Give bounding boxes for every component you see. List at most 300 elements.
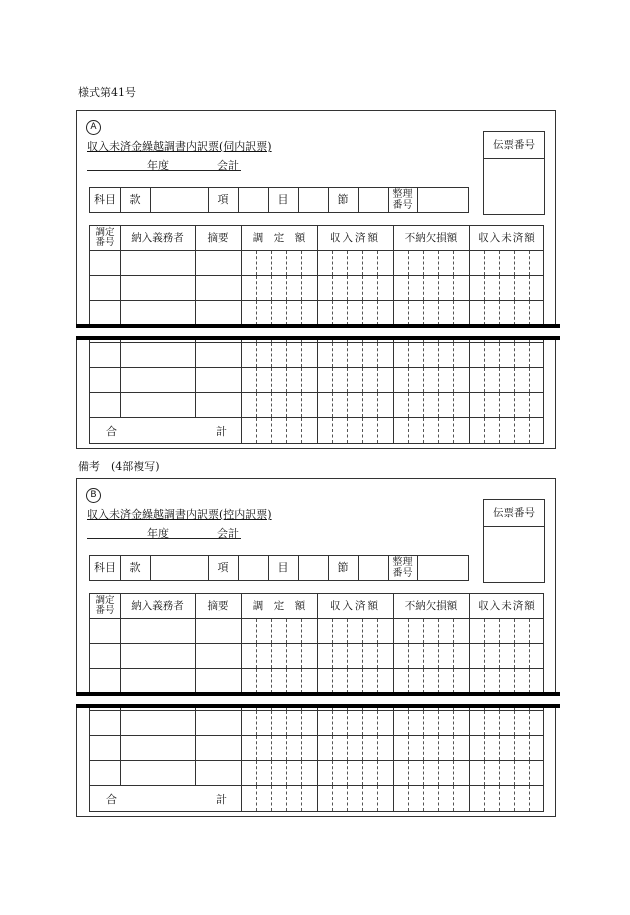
column-rule — [317, 736, 318, 760]
column-rule — [393, 301, 394, 325]
moku-label: 目 — [268, 556, 299, 580]
digit-guide-rule — [484, 301, 485, 325]
digit-guide-rule — [453, 619, 454, 643]
digit-guide-rule — [347, 301, 348, 325]
digit-guide-rule — [362, 786, 363, 811]
digit-guide-rule — [484, 343, 485, 367]
kamoku-label: 科目 — [90, 188, 121, 212]
kan-field[interactable] — [150, 556, 209, 580]
account-classification-row — [89, 555, 469, 581]
digit-guide-rule — [256, 736, 257, 760]
column-rule — [393, 418, 394, 443]
digit-guide-rule — [408, 786, 409, 811]
digit-guide-rule — [362, 276, 363, 300]
account-classification-row — [89, 187, 469, 213]
digit-guide-rule — [332, 393, 333, 417]
digit-guide-rule — [408, 418, 409, 443]
digit-guide-rule — [301, 761, 302, 785]
digit-guide-rule — [529, 669, 530, 693]
digit-guide-rule — [347, 644, 348, 668]
total-row — [90, 418, 543, 443]
digit-guide-rule — [332, 786, 333, 811]
column-rule — [195, 343, 196, 367]
digit-guide-rule — [514, 736, 515, 760]
column-rule — [469, 736, 470, 760]
digit-guide-rule — [256, 786, 257, 811]
tear-off-separator — [76, 692, 560, 708]
digit-guide-rule — [529, 251, 530, 275]
total-label-right: 計 — [216, 793, 227, 806]
digit-guide-rule — [453, 786, 454, 811]
digit-guide-rule — [529, 619, 530, 643]
digit-guide-rule — [271, 418, 272, 443]
kan-label: 款 — [120, 556, 151, 580]
kan-label: 款 — [120, 188, 151, 212]
column-rule — [469, 711, 470, 735]
digit-guide-rule — [408, 736, 409, 760]
table-row[interactable] — [90, 393, 543, 418]
digit-guide-rule — [256, 644, 257, 668]
digit-guide-rule — [286, 368, 287, 392]
column-rule — [469, 619, 470, 643]
digit-guide-rule — [286, 736, 287, 760]
column-rule — [241, 343, 242, 367]
digit-guide-rule — [423, 251, 424, 275]
table-row[interactable] — [90, 251, 543, 276]
digit-guide-rule — [377, 644, 378, 668]
chotei-number-header: 調定 番号 — [95, 595, 115, 616]
digit-guide-rule — [529, 343, 530, 367]
digit-guide-rule — [529, 711, 530, 735]
digit-guide-rule — [271, 761, 272, 785]
sheet-title: 収入未済金繰越調書内訳票(伺内訳票) — [87, 140, 272, 153]
column-rule — [393, 786, 394, 811]
digit-guide-rule — [301, 393, 302, 417]
column-rule — [469, 343, 470, 367]
column-rule — [317, 393, 318, 417]
circle-mark-a: A — [86, 120, 101, 135]
digit-guide-rule — [301, 343, 302, 367]
moku-field[interactable] — [298, 188, 329, 212]
digit-guide-rule — [484, 736, 485, 760]
digit-guide-rule — [256, 251, 257, 275]
digit-guide-rule — [301, 644, 302, 668]
digit-guide-rule — [499, 736, 500, 760]
digit-guide-rule — [438, 669, 439, 693]
digit-guide-rule — [423, 644, 424, 668]
column-rule — [393, 644, 394, 668]
digit-guide-rule — [256, 619, 257, 643]
digit-guide-rule — [377, 276, 378, 300]
digit-guide-rule — [362, 301, 363, 325]
digit-guide-rule — [423, 761, 424, 785]
table-row[interactable] — [90, 276, 543, 301]
digit-guide-rule — [423, 711, 424, 735]
digit-guide-rule — [438, 761, 439, 785]
digit-guide-rule — [301, 669, 302, 693]
digit-guide-rule — [484, 669, 485, 693]
column-rule — [120, 276, 121, 300]
unpaid-amount-header: 収入未済額 — [478, 232, 536, 244]
column-rule — [317, 276, 318, 300]
digit-guide-rule — [286, 418, 287, 443]
column-rule — [120, 368, 121, 392]
table-row[interactable] — [90, 711, 543, 736]
seiri-number-label: 整理 番号 — [388, 188, 418, 212]
digit-guide-rule — [514, 786, 515, 811]
seiri-number-field[interactable] — [418, 188, 468, 212]
table-row[interactable] — [90, 644, 543, 669]
digit-guide-rule — [301, 711, 302, 735]
digit-guide-rule — [332, 276, 333, 300]
column-rule — [120, 761, 121, 785]
digit-guide-rule — [514, 711, 515, 735]
column-rule — [469, 368, 470, 392]
fiscal-year-line — [87, 524, 241, 539]
digit-guide-rule — [301, 619, 302, 643]
digit-guide-rule — [286, 301, 287, 325]
digit-guide-rule — [514, 644, 515, 668]
digit-guide-rule — [332, 736, 333, 760]
total-label-left: 合 — [106, 793, 117, 806]
table-row[interactable] — [90, 368, 543, 393]
digit-guide-rule — [514, 393, 515, 417]
unpaid-amount-header: 収入未済額 — [478, 600, 536, 612]
column-rule — [469, 786, 470, 811]
digit-guide-rule — [499, 711, 500, 735]
digit-guide-rule — [271, 301, 272, 325]
digit-guide-rule — [271, 393, 272, 417]
digit-guide-rule — [438, 619, 439, 643]
digit-guide-rule — [529, 736, 530, 760]
column-rule — [241, 644, 242, 668]
digit-guide-rule — [301, 301, 302, 325]
digit-guide-rule — [377, 619, 378, 643]
column-rule — [120, 736, 121, 760]
digit-guide-rule — [271, 669, 272, 693]
digit-guide-rule — [423, 301, 424, 325]
digit-guide-rule — [529, 301, 530, 325]
moku-label: 目 — [268, 188, 299, 212]
digit-guide-rule — [499, 301, 500, 325]
digit-guide-rule — [286, 343, 287, 367]
digit-guide-rule — [423, 669, 424, 693]
digit-guide-rule — [301, 276, 302, 300]
digit-guide-rule — [499, 343, 500, 367]
column-rule — [195, 669, 196, 693]
column-rule — [195, 644, 196, 668]
digit-guide-rule — [286, 619, 287, 643]
digit-guide-rule — [301, 418, 302, 443]
digit-guide-rule — [271, 644, 272, 668]
digit-guide-rule — [347, 619, 348, 643]
digit-guide-rule — [438, 644, 439, 668]
column-rule — [195, 711, 196, 735]
digit-guide-rule — [362, 251, 363, 275]
column-rule — [469, 301, 470, 325]
column-rule — [241, 736, 242, 760]
column-rule — [393, 276, 394, 300]
digit-guide-rule — [362, 711, 363, 735]
column-rule — [317, 368, 318, 392]
kou-label: 項 — [208, 556, 239, 580]
digit-guide-rule — [499, 251, 500, 275]
column-rule — [469, 276, 470, 300]
digit-guide-rule — [514, 276, 515, 300]
column-rule — [317, 619, 318, 643]
kou-field[interactable] — [238, 188, 269, 212]
digit-guide-rule — [423, 786, 424, 811]
digit-guide-rule — [286, 251, 287, 275]
digit-guide-rule — [529, 418, 530, 443]
digit-guide-rule — [438, 786, 439, 811]
summary-header: 摘要 — [207, 600, 229, 612]
column-rule — [393, 761, 394, 785]
digit-guide-rule — [271, 619, 272, 643]
digit-guide-rule — [332, 343, 333, 367]
column-rule — [195, 619, 196, 643]
digit-guide-rule — [484, 418, 485, 443]
column-rule — [469, 418, 470, 443]
digit-guide-rule — [408, 393, 409, 417]
column-rule — [317, 761, 318, 785]
digit-guide-rule — [453, 368, 454, 392]
digit-guide-rule — [408, 276, 409, 300]
column-rule — [469, 251, 470, 275]
total-label-right: 計 — [216, 425, 227, 438]
column-rule — [120, 669, 121, 693]
digit-guide-rule — [484, 393, 485, 417]
table-row[interactable] — [90, 343, 543, 368]
digit-guide-rule — [423, 418, 424, 443]
column-rule — [317, 301, 318, 325]
digit-guide-rule — [499, 418, 500, 443]
digit-guide-rule — [362, 669, 363, 693]
digit-guide-rule — [377, 393, 378, 417]
digit-guide-rule — [529, 393, 530, 417]
digit-guide-rule — [438, 418, 439, 443]
digit-guide-rule — [347, 368, 348, 392]
column-rule — [195, 251, 196, 275]
kou-field[interactable] — [238, 556, 269, 580]
digit-guide-rule — [286, 393, 287, 417]
digit-guide-rule — [453, 644, 454, 668]
column-rule — [317, 644, 318, 668]
digit-guide-rule — [347, 711, 348, 735]
column-rule — [241, 251, 242, 275]
digit-guide-rule — [499, 669, 500, 693]
total-label-left: 合 — [106, 425, 117, 438]
digit-guide-rule — [453, 736, 454, 760]
digit-guide-rule — [514, 418, 515, 443]
digit-guide-rule — [438, 301, 439, 325]
digit-guide-rule — [484, 251, 485, 275]
digit-guide-rule — [423, 619, 424, 643]
digit-guide-rule — [271, 786, 272, 811]
setsu-field[interactable] — [358, 188, 389, 212]
column-rule — [195, 393, 196, 417]
loss-amount-header: 不納欠損額 — [404, 600, 458, 612]
digit-guide-rule — [377, 368, 378, 392]
digit-guide-rule — [408, 619, 409, 643]
sheet-title: 収入未済金繰越調書内訳票(控内訳票) — [87, 508, 272, 521]
column-rule — [241, 711, 242, 735]
column-rule — [393, 736, 394, 760]
column-rule — [469, 669, 470, 693]
digit-guide-rule — [499, 368, 500, 392]
digit-guide-rule — [256, 276, 257, 300]
column-rule — [195, 736, 196, 760]
column-rule — [317, 786, 318, 811]
digit-guide-rule — [301, 786, 302, 811]
digit-guide-rule — [453, 418, 454, 443]
kou-label: 項 — [208, 188, 239, 212]
table-row[interactable] — [90, 301, 543, 326]
column-rule — [195, 761, 196, 785]
digit-guide-rule — [453, 711, 454, 735]
payer-header: 納入義務者 — [131, 232, 184, 244]
column-rule — [120, 343, 121, 367]
column-rule — [393, 669, 394, 693]
digit-guide-rule — [438, 711, 439, 735]
column-rule — [241, 761, 242, 785]
table-row[interactable] — [90, 669, 543, 694]
digit-guide-rule — [362, 418, 363, 443]
digit-guide-rule — [256, 393, 257, 417]
summary-header: 摘要 — [207, 232, 229, 244]
digit-guide-rule — [408, 368, 409, 392]
column-rule — [393, 619, 394, 643]
digit-guide-rule — [286, 786, 287, 811]
digit-guide-rule — [514, 761, 515, 785]
digit-guide-rule — [529, 786, 530, 811]
digit-guide-rule — [408, 251, 409, 275]
digit-guide-rule — [484, 276, 485, 300]
digit-guide-rule — [332, 761, 333, 785]
column-rule — [469, 393, 470, 417]
digit-guide-rule — [529, 276, 530, 300]
digit-guide-rule — [529, 368, 530, 392]
digit-guide-rule — [362, 343, 363, 367]
digit-guide-rule — [271, 343, 272, 367]
digit-guide-rule — [362, 736, 363, 760]
digit-guide-rule — [408, 711, 409, 735]
column-rule — [120, 301, 121, 325]
digit-guide-rule — [453, 393, 454, 417]
digit-guide-rule — [347, 786, 348, 811]
column-rule — [393, 343, 394, 367]
sheet-a — [76, 110, 556, 449]
column-rule — [120, 393, 121, 417]
chotei-number-header: 調定 番号 — [95, 227, 115, 248]
digit-guide-rule — [499, 786, 500, 811]
digit-guide-rule — [286, 644, 287, 668]
digit-guide-rule — [286, 711, 287, 735]
digit-guide-rule — [484, 368, 485, 392]
digit-guide-rule — [347, 418, 348, 443]
digit-guide-rule — [256, 711, 257, 735]
digit-guide-rule — [347, 669, 348, 693]
table-row[interactable] — [90, 736, 543, 761]
digit-guide-rule — [438, 393, 439, 417]
digit-guide-rule — [529, 644, 530, 668]
column-rule — [241, 786, 242, 811]
digit-guide-rule — [484, 644, 485, 668]
digit-guide-rule — [286, 669, 287, 693]
digit-guide-rule — [408, 669, 409, 693]
digit-guide-rule — [377, 418, 378, 443]
voucher-number-box[interactable] — [483, 499, 545, 583]
table-header-row — [90, 594, 543, 619]
account-label: 会計 — [217, 159, 239, 172]
digit-guide-rule — [499, 276, 500, 300]
setsu-field[interactable] — [358, 556, 389, 580]
digit-guide-rule — [499, 644, 500, 668]
digit-guide-rule — [377, 343, 378, 367]
kan-field[interactable] — [150, 188, 209, 212]
seiri-number-field[interactable] — [418, 556, 468, 580]
column-rule — [469, 761, 470, 785]
digit-guide-rule — [301, 736, 302, 760]
digit-guide-rule — [362, 368, 363, 392]
column-rule — [195, 301, 196, 325]
fiscal-year-line — [87, 156, 241, 171]
column-rule — [317, 418, 318, 443]
digit-guide-rule — [347, 736, 348, 760]
digit-guide-rule — [332, 301, 333, 325]
digit-guide-rule — [529, 761, 530, 785]
remarks-note: 備考 (4部複写) — [78, 460, 160, 473]
digit-guide-rule — [332, 669, 333, 693]
table-row[interactable] — [90, 619, 543, 644]
digit-guide-rule — [332, 644, 333, 668]
digit-guide-rule — [332, 711, 333, 735]
table-header-row — [90, 226, 543, 251]
account-label: 会計 — [217, 527, 239, 540]
column-rule — [241, 619, 242, 643]
digit-guide-rule — [332, 368, 333, 392]
circle-mark-b: B — [86, 488, 101, 503]
setsu-label: 節 — [328, 556, 359, 580]
digit-guide-rule — [347, 251, 348, 275]
column-rule — [120, 251, 121, 275]
column-rule — [120, 619, 121, 643]
table-row[interactable] — [90, 761, 543, 786]
form-number: 様式第41号 — [78, 86, 136, 99]
digit-guide-rule — [453, 343, 454, 367]
digit-guide-rule — [438, 251, 439, 275]
digit-guide-rule — [286, 761, 287, 785]
digit-guide-rule — [514, 669, 515, 693]
voucher-number-box[interactable] — [483, 131, 545, 215]
digit-guide-rule — [332, 418, 333, 443]
setsu-label: 節 — [328, 188, 359, 212]
moku-field[interactable] — [298, 556, 329, 580]
digit-guide-rule — [347, 393, 348, 417]
column-rule — [195, 368, 196, 392]
digit-guide-rule — [423, 276, 424, 300]
digit-guide-rule — [514, 368, 515, 392]
digit-guide-rule — [438, 368, 439, 392]
digit-guide-rule — [332, 251, 333, 275]
digit-guide-rule — [484, 711, 485, 735]
digit-guide-rule — [377, 761, 378, 785]
digit-guide-rule — [453, 669, 454, 693]
digit-guide-rule — [301, 251, 302, 275]
column-rule — [393, 251, 394, 275]
digit-guide-rule — [332, 619, 333, 643]
digit-guide-rule — [499, 761, 500, 785]
